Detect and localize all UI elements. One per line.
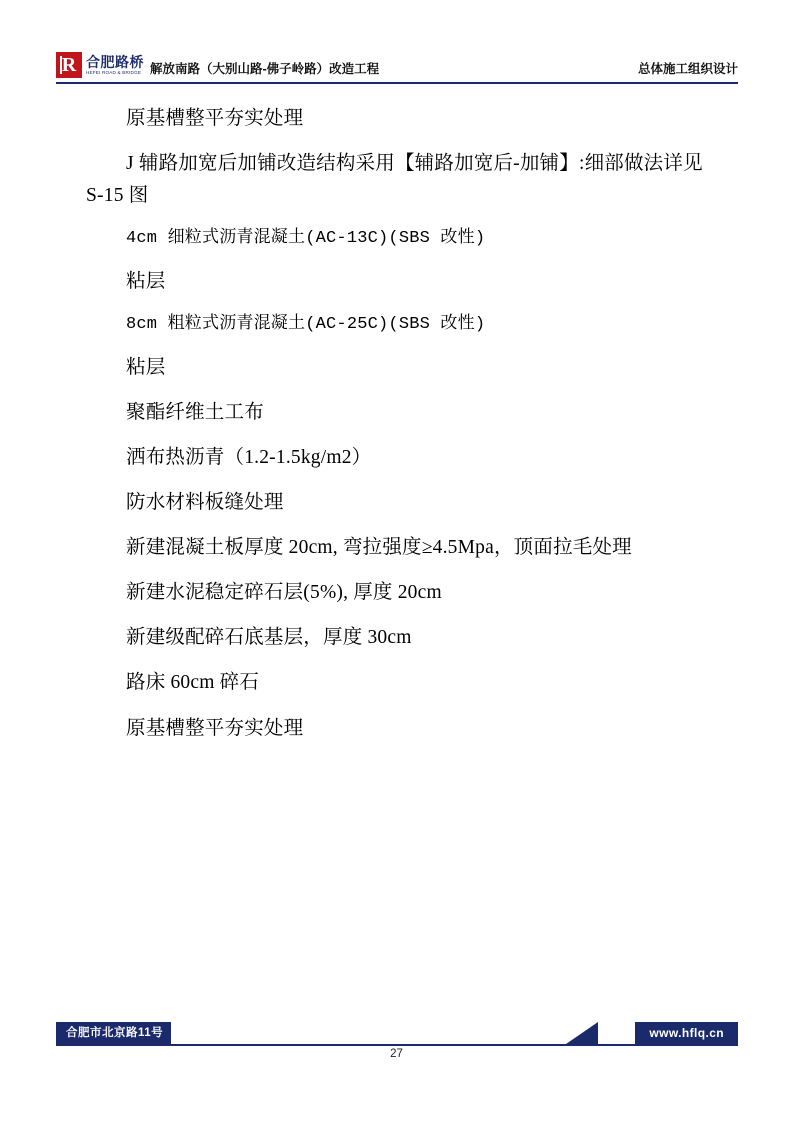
- page-footer: [0, 1020, 793, 1080]
- body-paragraph: 原基槽整平夯实处理: [126, 717, 304, 739]
- logo-text: [86, 55, 144, 76]
- page-header: [56, 46, 738, 86]
- footer-slant-decoration: [566, 1022, 598, 1044]
- footer-website[interactable]: www.hflq.cn: [635, 1022, 738, 1044]
- footer-address: 合肥市北京路11号: [56, 1022, 171, 1044]
- body-paragraph: 新建水泥稳定碎石层(5%), 厚度 20cm: [126, 582, 442, 604]
- logo-name-cn: 合肥路桥: [86, 53, 144, 70]
- body-paragraph: 防水材料板缝处理: [126, 492, 284, 514]
- body-paragraph: 新建级配碎石底基层，厚度 30cm: [126, 627, 412, 649]
- header-project-title: 解放南路（大别山路-佛子岭路）改造工程: [150, 62, 380, 76]
- header-divider: [56, 82, 738, 84]
- body-paragraph: 路床 60cm 碎石: [126, 672, 260, 694]
- body-paragraph: 粘层: [126, 270, 166, 292]
- footer-divider: [56, 1044, 738, 1046]
- body-paragraph: 新建混凝土板厚度 20cm, 弯拉强度≥4.5Mpa，顶面拉毛处理: [126, 537, 632, 559]
- body-paragraph: J 辅路加宽后加铺改造结构采用【辅路加宽后-加铺】:细部做法详见 S-15 图: [86, 153, 703, 206]
- page-number: 27: [390, 1048, 403, 1060]
- footer-bar: [56, 1022, 738, 1044]
- company-logo: [56, 52, 144, 80]
- logo-name-en: HEFEI ROAD & BRIDGE: [86, 69, 142, 75]
- document-body: [86, 103, 708, 758]
- logo-mark-icon: R: [56, 52, 82, 78]
- header-document-title: 总体施工组织设计: [637, 62, 738, 76]
- body-paragraph: 8cm 粗粒式沥青混凝土(AC-25C)(SBS 改性): [126, 314, 486, 334]
- body-paragraph: 聚酯纤维土工布: [126, 401, 264, 423]
- body-paragraph: 4cm 细粒式沥青混凝土(AC-13C)(SBS 改性): [126, 228, 486, 248]
- body-paragraph: 原基槽整平夯实处理: [126, 108, 304, 129]
- body-paragraph: 粘层: [126, 356, 166, 378]
- body-paragraph: 洒布热沥青（1.2-1.5kg/m2）: [126, 447, 372, 469]
